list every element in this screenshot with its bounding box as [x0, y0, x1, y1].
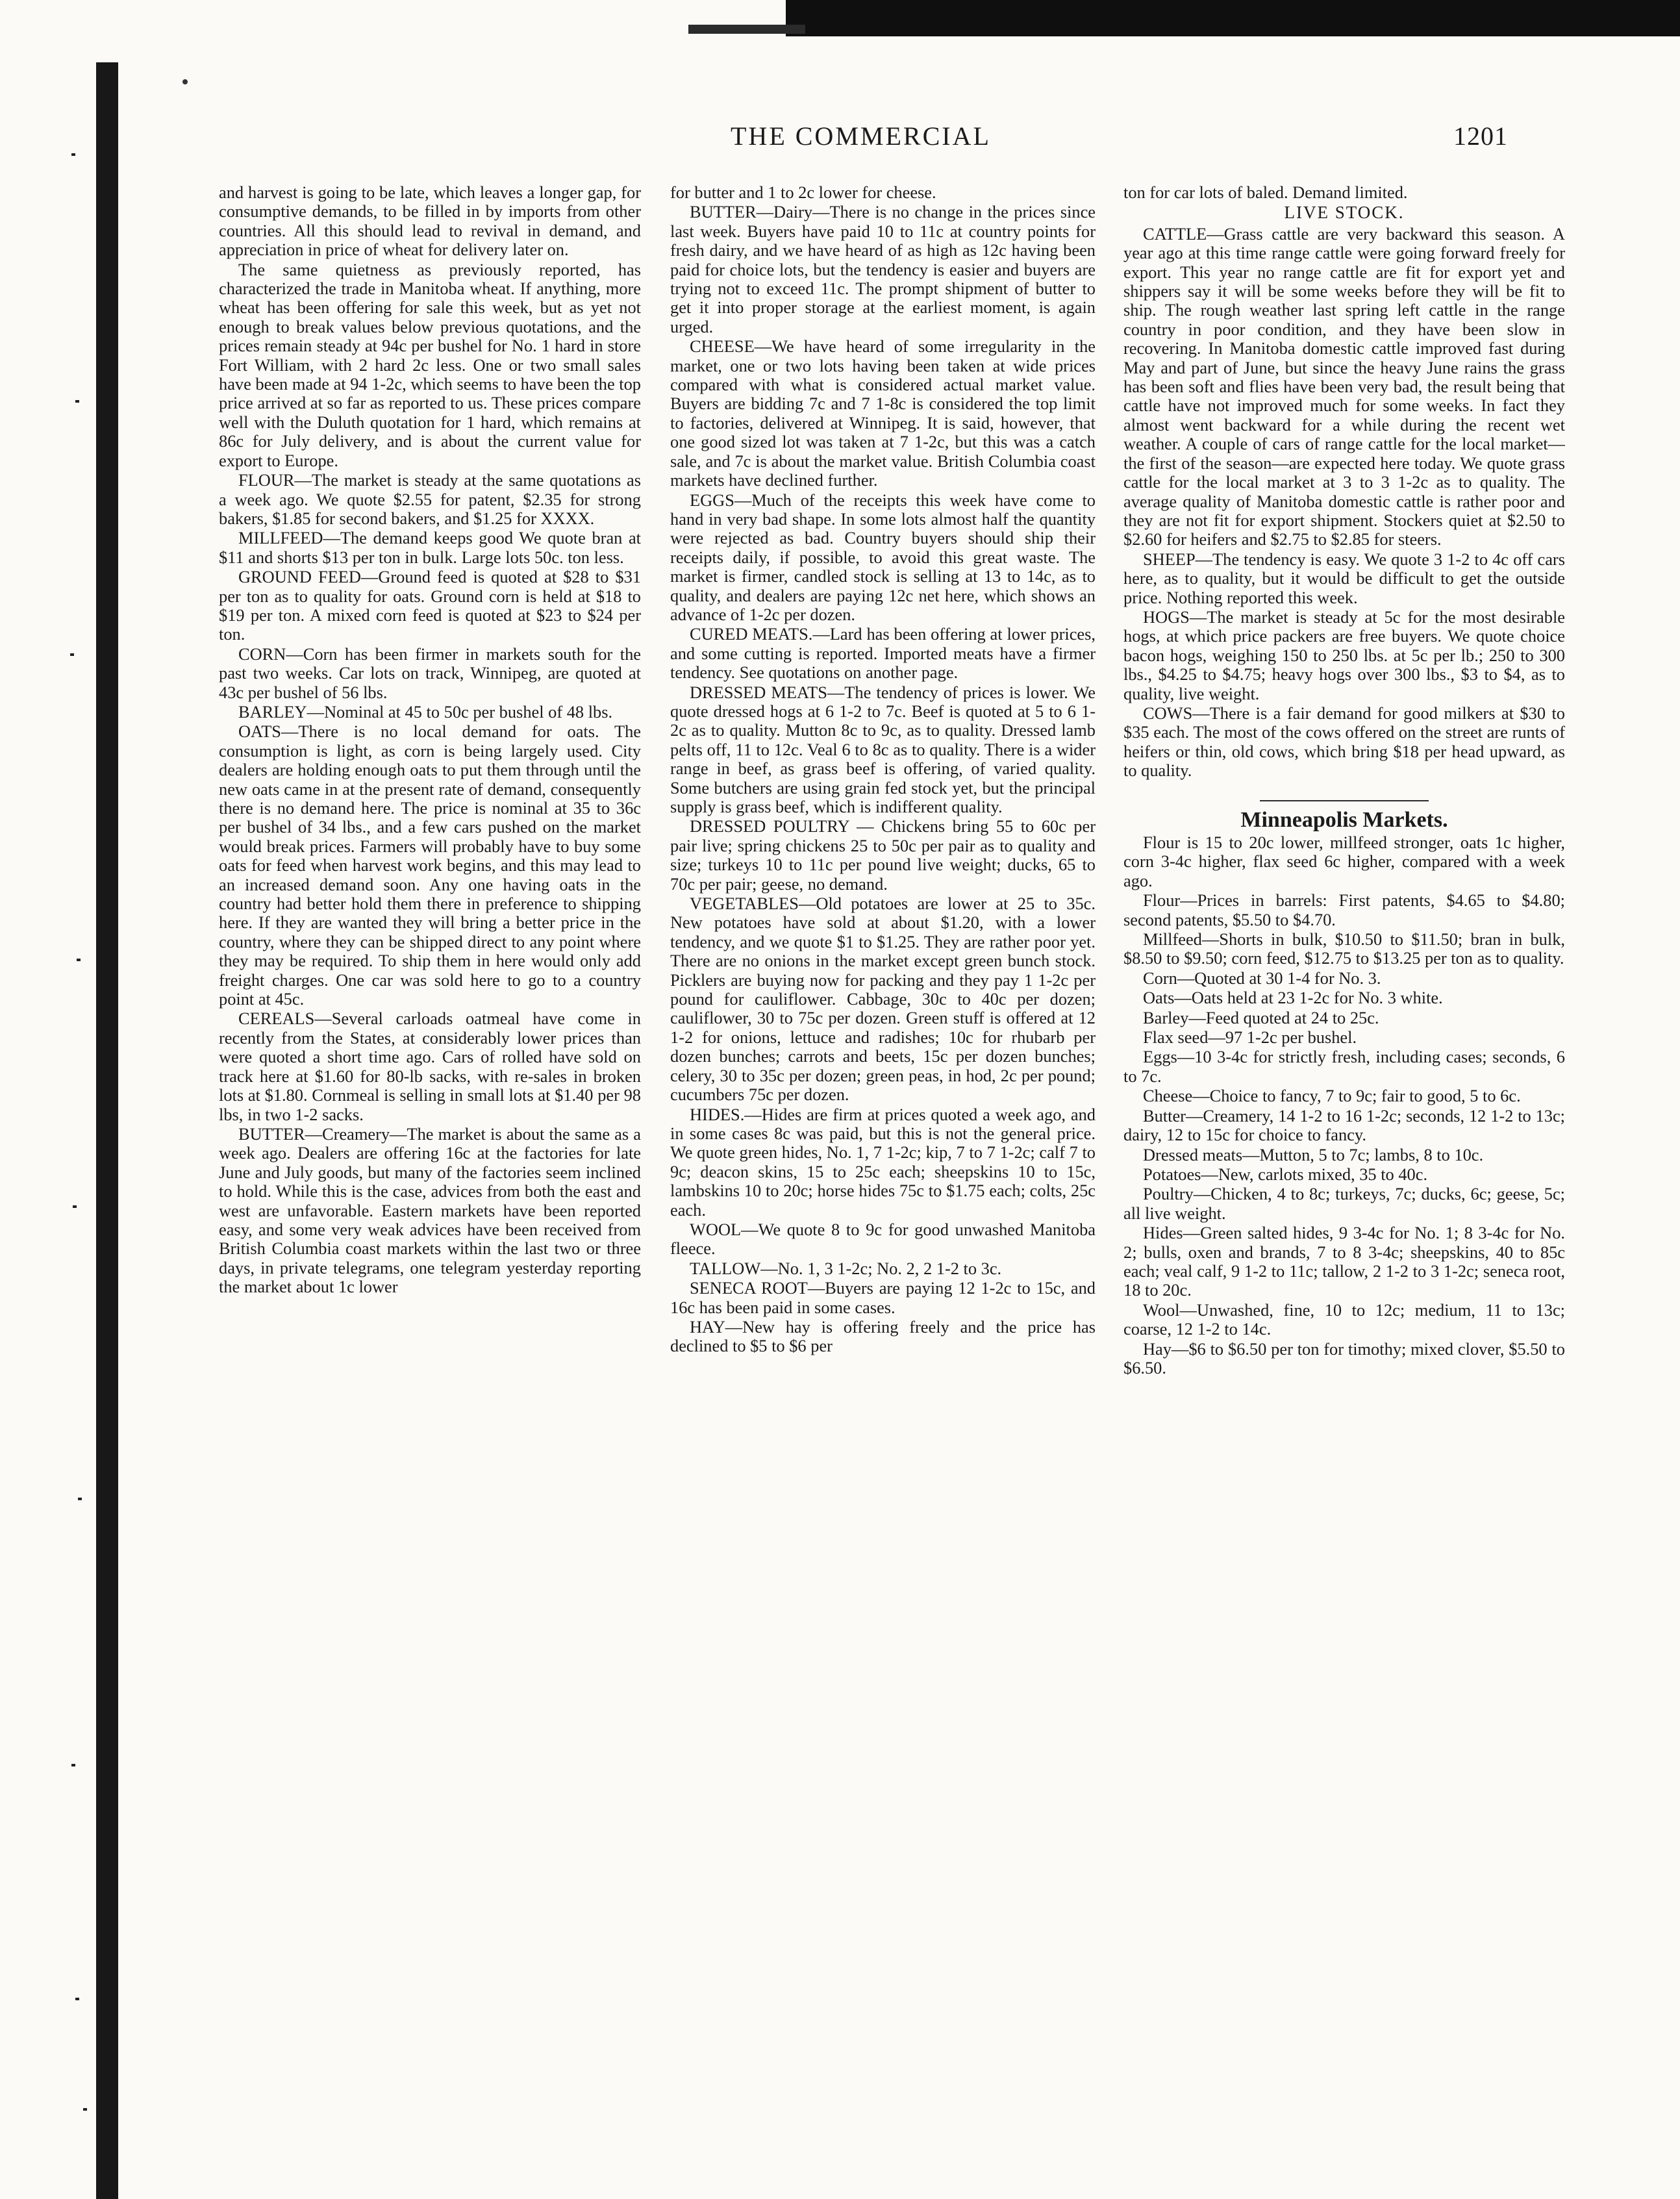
hay-paragraph-continued: ton for car lots of baled. Demand limited.: [1123, 183, 1408, 202]
wheat-paragraph-continued: and harvest is going to be late, which leaves a longer gap, for consumptive demands, to be filled in by imports from other countries. All this should lead to revival in demand, and appreciation in price of wheat for delivery later on.: [219, 183, 641, 260]
minneapolis-potatoes: Potatoes—New, carlots mixed, 35 to 40c.: [1143, 1164, 1428, 1184]
column-2: [670, 183, 1096, 2183]
cows-item: COWS—There is a fair demand for good milkers at $30 to $35 each. The most of the cows offered on the street are runts of heifers or thin, old cows, which bring $18 per head upward, as to quality.: [1123, 703, 1565, 781]
hay-item: HAY—New hay is offering freely and the price has declined to $5 to $6 per: [670, 1316, 1096, 1356]
minneapolis-markets-heading: Minneapolis Markets.: [1240, 807, 1448, 832]
butter-creamery-item: BUTTER—Creamery—The market is about the same as a week ago. Dealers are offering 16c at the factories for late June and July goods, but many of the factories seem inclined to hold. While this is the case, advices from both the east and west are unfavorable. Eastern markets have been reported easy, and some very weak advices have been received from British Columbia coast markets within the last two or three days, in private telegrams, one telegram yesterday reporting the market about 1c lower: [219, 1124, 641, 1297]
minneapolis-corn: Corn—Quoted at 30 1-4 for No. 3.: [1143, 968, 1381, 988]
minneapolis-butter: Butter—Creamery, 14 1-2 to 16 1-2c; seconds, 12 1-2 to 13c; dairy, 12 to 15c for choice to fancy.: [1123, 1105, 1565, 1145]
minneapolis-barley: Barley—Feed quoted at 24 to 25c.: [1143, 1007, 1379, 1027]
section-divider: [1260, 800, 1429, 801]
minneapolis-flax-seed: Flax seed—97 1-2c per bushel.: [1143, 1027, 1357, 1048]
cured-meats-item: CURED MEATS.—Lard has been offering at lower prices, and some cutting is reported. Imported meats have a firmer tendency. See quotations on another page.: [670, 624, 1096, 683]
wool-item: WOOL—We quote 8 to 9c for good unwashed Manitoba fleece.: [670, 1219, 1096, 1259]
scan-speck: [182, 79, 188, 84]
vegetables-item: VEGETABLES—Old potatoes are lower at 25 to 35c. New potatoes have sold at about $1.20, with a lower tendency, and we quote $1 to $1.25. They are rather poor yet. There are no onions in the market except green bunch stock. Picklers are buying now for packing and they pay 1 1-2c per pound for cauliflower. Cabbage, 30c to 40c per dozen; cauliflower, 30 to 75c per dozen. Green stuff is offered at 12 1-2 for onions, lettuce and radishes; 10c for rhubarb per dozen bunches; carrots and beets, 15c per dozen bunches; celery, 30 to 35c per dozen; green peas, in hod, 2c per pound; cucumbers 75c per dozen.: [670, 894, 1096, 1105]
cereals-item: CEREALS—Several carloads oatmeal have come in recently from the States, at considerably lower prices than were quoted a short time ago. Cars of rolled have sold on track here at $1.60 for 80-lb sacks, with re-sales in broken lots at $1.80. Cornmeal is selling in small lots at $1.40 per 98 lbs, in two 1-2 sacks.: [219, 1009, 641, 1124]
minneapolis-hides: Hides—Green salted hides, 9 3-4c for No. 1; 8 3-4c for No. 2; bulls, oxen and brands, 7 to 8 3-4c; sheepskins, 40 to 85c each; veal calf, 9 1-2 to 11c; tallow, 2 1-2 to 3 1-2c; seneca root, 18 to 20c.: [1123, 1223, 1565, 1300]
minneapolis-dressed-meats: Dressed meats—Mutton, 5 to 7c; lambs, 8 to 10c.: [1143, 1144, 1484, 1164]
minneapolis-flour: Flour—Prices in barrels: First patents, $4.65 to $4.80; second patents, $5.50 to $4.70.: [1123, 890, 1565, 929]
eggs-item: EGGS—Much of the receipts this week have come to hand in very bad shape. In some lots almost half the quantity were rejected as bad. Country buyers should ship their receipts daily, if possible, to avoid this great waste. The market is firmer, candled stock is selling at 13 to 14c, as to quality, and dealers are paying 12c net here, which shows an advance of 1-2c per dozen.: [670, 490, 1096, 624]
tallow-item: TALLOW—No. 1, 3 1-2c; No. 2, 2 1-2 to 3c.: [690, 1258, 1002, 1278]
minneapolis-eggs: Eggs—10 3-4c for strictly fresh, including cases; seconds, 6 to 7c.: [1123, 1047, 1565, 1086]
masthead-title: THE COMMERCIAL: [731, 121, 991, 151]
column-3: [1123, 183, 1565, 2183]
live-stock-heading: LIVE STOCK.: [1284, 203, 1405, 223]
page-number: 1201: [1453, 121, 1508, 151]
sheep-item: SHEEP—The tendency is easy. We quote 3 1-2 to 4c off cars here, as to quality, but it would be difficult to get the outside price. Nothing reported this week.: [1123, 549, 1565, 607]
seneca-root-item: SENECA ROOT—Buyers are paying 12 1-2c to 15c, and 16c has been paid in some cases.: [670, 1278, 1096, 1317]
butter-dairy-item: BUTTER—Dairy—There is no change in the prices since last week. Buyers have paid 10 to 11c at country points for fresh dairy, and we have heard of as high as 12c having been paid for choice lots, but the tendency is easier and buyers are trying not to exceed 11c. The prompt shipment of butter to get it into proper storage at the earliest moment, is again urged.: [670, 202, 1096, 336]
cheese-item: CHEESE—We have heard of some irregularity in the market, one or two lots having been taken at wide prices compared with what is considered actual market value. Buyers are bidding 7c and 7 1-8c is considered the top limit to factories, delivered at Winnipeg. It is said, however, that one good sized lot was taken at 7 1-2c, but this was a catch sale, and 7c is about the market value. British Columbia coast markets have declined further.: [670, 336, 1096, 490]
dressed-poultry-item: DRESSED POULTRY — Chickens bring 55 to 60c per pair live; spring chickens 25 to 50c per pair as to quality and size; turkeys 10 to 11c per pound live weight; ducks, 65 to 70c per pair; geese, no demand.: [670, 816, 1096, 894]
flour-item: FLOUR—The market is steady at the same quotations as a week ago. We quote $2.55 for patent, $2.35 for strong bakers, $1.85 for second bakers, and $1.25 for XXXX.: [219, 470, 641, 528]
ground-feed-item: GROUND FEED—Ground feed is quoted at $28 to $31 per ton as to quality for oats. Ground corn is held at $18 to $19 per ton. A mixed corn feed is quoted at $23 to $24 per ton.: [219, 567, 641, 644]
minneapolis-intro: Flour is 15 to 20c lower, millfeed stronger, oats 1c higher, corn 3-4c higher, flax seed 6c higher, compared with a week ago.: [1123, 833, 1565, 890]
oats-item: OATS—There is no local demand for oats. The consumption is light, as corn is being largely used. City dealers are holding enough oats to put them through until the new oats came in at the present rate of demand, consequently there is no demand here. The price is nominal at 35 to 36c per bushel of 34 lbs., and a few cars pushed on the market would break prices. Farmers will probably have to buy some oats for feed when harvest work begins, and this may lead to an increased demand soon. Any one having oats in the country had better hold them there in preference to shipping here. If they are wanted they will bring a better price in the country, where they can be shipped direct to any point where they may be required. To ship them in here would only add freight charges. One car was sold here to go to a country point at 45c.: [219, 722, 641, 1009]
column-1: [219, 183, 641, 2183]
scan-binding-specks: [69, 62, 101, 2199]
minneapolis-poultry: Poultry—Chicken, 4 to 8c; turkeys, 7c; ducks, 6c; geese, 5c; all live weight.: [1123, 1184, 1565, 1223]
dressed-meats-item: DRESSED MEATS—The tendency of prices is lower. We quote dressed hogs at 6 1-2 to 7c. Beef is quoted at 5 to 6 1-2c as to quality. Mutton 8c to 9c, as to quality. Dressed lamb pelts off, 11 to 12c. Veal 6 to 8c as to quality. There is a wider range in beef, as grass beef is offering, of varied quality. Some butchers are using grain fed stock yet, but the principal supply is grass beef, which is indifferent quality.: [670, 682, 1096, 816]
butter-paragraph-continued: for butter and 1 to 2c lower for cheese.: [670, 183, 936, 202]
scan-top-edge-taper: [688, 25, 805, 34]
scan-top-edge-band: [786, 0, 1680, 36]
wheat-paragraph: The same quietness as previously reported, has characterized the trade in Manitoba wheat. If anything, more wheat has been offering for sale this week, but as yet not enough to break values below previous quotations, and the prices remain steady at 94c per bushel for No. 1 hard in store Fort William, with 2 hard 2c less. One or two small sales have been made at 94 1-2c, which seems to have been the top price arrived at so far as reported to us. These prices compare well with the Duluth quotation for 1 hard, which remains at 86c for July delivery, and is about the current value for export to Europe.: [219, 259, 641, 470]
corn-item: CORN—Corn has been firmer in markets south for the past two weeks. Car lots on track, Winnipeg, are quoted at 43c per bushel of 56 lbs.: [219, 644, 641, 702]
minneapolis-millfeed: Millfeed—Shorts in bulk, $10.50 to $11.50; bran in bulk, $8.50 to $9.50; corn feed, $12.75 to $13.25 per ton as to quality.: [1123, 929, 1565, 968]
millfeed-item: MILLFEED—The demand keeps good We quote bran at $11 and shorts $13 per ton in bulk. Large lots 50c. ton less.: [219, 528, 641, 567]
cattle-item: CATTLE—Grass cattle are very backward this season. A year ago at this time range cattle were going forward freely for export. This year no range cattle are fit for export yet and shippers say it will be some weeks before they will be fit to ship. The rough weather last spring left cattle in the range country in poor condition, and they have been slow in recovering. In Manitoba domestic cattle improved fast during May and part of June, but since the heavy June rains the grass has been soft and flies have been very bad, the result being that cattle have not improved much for some weeks. In fact they almost went backward for a while during the recent wet weather. A couple of cars of range cattle for the local market—the first of the season—are expected here today. We quote grass cattle for the local market at 3 to 3 1-2c as to quality. The average quality of Manitoba domestic cattle is rather poor and they are not fit for export shipment. Stockers quiet at $2.50 to $2.60 for heifers and $2.75 to $2.85 for steers.: [1123, 223, 1565, 549]
minneapolis-hay: Hay—$6 to $6.50 per ton for timothy; mixed clover, $5.50 to $6.50.: [1123, 1338, 1565, 1377]
hides-item: HIDES.—Hides are firm at prices quoted a week ago, and in some cases 8c was paid, but this is not the general price. We quote green hides, No. 1, 7 1-2c; kip, 7 to 7 1-2c; calf 7 to 9c; deacon skins, 15 to 25c each; sheepskins 10 to 15c, lambskins 10 to 20c; horse hides 75c to $1.75 each; colts, 25c each.: [670, 1104, 1096, 1220]
minneapolis-wool: Wool—Unwashed, fine, 10 to 12c; medium, 11 to 13c; coarse, 12 1-2 to 14c.: [1123, 1300, 1565, 1339]
barley-item: BARLEY—Nominal at 45 to 50c per bushel of 48 lbs.: [238, 701, 613, 722]
minneapolis-oats: Oats—Oats held at 23 1-2c for No. 3 white.: [1143, 988, 1443, 1008]
hogs-item: HOGS—The market is steady at 5c for the most desirable hogs, at which price packers are free buyers. We quote choice bacon hogs, weighing 150 to 250 lbs. at 5c per lb.; 250 to 300 lbs., $4.25 to $4.75; heavy hogs over 300 lbs., $3 to $4, as to quality, live weight.: [1123, 607, 1565, 703]
minneapolis-cheese: Cheese—Choice to fancy, 7 to 9c; fair to good, 5 to 6c.: [1143, 1086, 1521, 1106]
